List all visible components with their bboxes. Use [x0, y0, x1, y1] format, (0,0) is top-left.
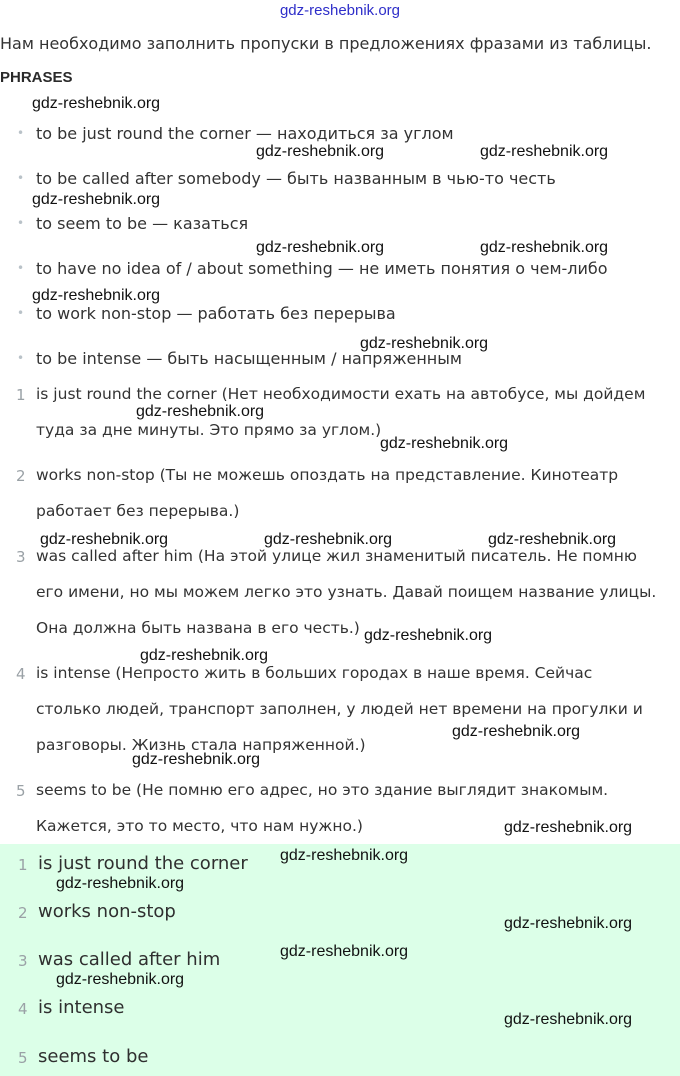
- answer-text: works non-stop: [38, 901, 176, 922]
- phrase-item: • to be intense — быть насыщенным / напряженным: [36, 349, 462, 368]
- explanation-number: 3: [16, 548, 26, 566]
- watermark: gdz-reshebnik.org: [480, 143, 609, 160]
- watermark: gdz-reshebnik.org: [32, 95, 161, 112]
- watermark: gdz-reshebnik.org: [280, 847, 409, 864]
- watermark: gdz-reshebnik.org: [32, 191, 161, 208]
- explanation-line: столько людей, транспорт заполнен, у людей нет времени на прогулки и: [36, 700, 643, 718]
- explanation-line: Кажется, это то место, что нам нужно.): [36, 817, 363, 835]
- watermark: gdz-reshebnik.org: [56, 971, 185, 988]
- phrase-item: • to be just round the corner — находиться за углом: [36, 124, 454, 143]
- top-watermark: gdz-reshebnik.org: [279, 2, 401, 19]
- watermark: gdz-reshebnik.org: [32, 287, 161, 304]
- answer-number: 5: [18, 1049, 28, 1067]
- explanation-line: is intense (Непросто жить в больших городах в наше время. Сейчас: [36, 664, 593, 682]
- explanation-number: 4: [16, 665, 26, 683]
- watermark: gdz-reshebnik.org: [452, 723, 581, 740]
- watermark: gdz-reshebnik.org: [360, 335, 489, 352]
- phrase-item: • to have no idea of / about something — не иметь понятия о чем-либо: [36, 259, 608, 278]
- explanation-line: разговоры. Жизнь стала напряженной.): [36, 736, 366, 754]
- watermark: gdz-reshebnik.org: [256, 239, 385, 256]
- watermark: gdz-reshebnik.org: [256, 143, 385, 160]
- explanation-number: 1: [16, 386, 26, 404]
- answer-text: is just round the corner: [38, 853, 248, 874]
- answer-number: 1: [18, 856, 28, 874]
- watermark: gdz-reshebnik.org: [136, 403, 265, 420]
- explanation-number: 2: [16, 467, 26, 485]
- phrase-item: • to seem to be — казаться: [36, 214, 248, 233]
- explanation-line: туда за дне минуты. Это прямо за углом.): [36, 421, 382, 439]
- explanation-line: seems to be (Не помню его адрес, но это здание выглядит знакомым.: [36, 781, 609, 799]
- watermark: gdz-reshebnik.org: [264, 531, 393, 548]
- answer-text: was called after him: [38, 949, 221, 970]
- explanation-line: is just round the corner (Нет необходимости ехать на автобусе, мы дойдем: [36, 385, 646, 403]
- watermark: gdz-reshebnik.org: [504, 1011, 633, 1028]
- explanation-line: его имени, но мы можем легко это узнать. Давай поищем название улицы.: [36, 583, 657, 601]
- watermark: gdz-reshebnik.org: [56, 875, 185, 892]
- watermark: gdz-reshebnik.org: [504, 819, 633, 836]
- watermark: gdz-reshebnik.org: [132, 751, 261, 768]
- watermark: gdz-reshebnik.org: [488, 531, 617, 548]
- watermark: gdz-reshebnik.org: [504, 915, 633, 932]
- explanation-line: работает без перерыва.): [36, 502, 240, 520]
- watermark: gdz-reshebnik.org: [380, 435, 509, 452]
- phrase-item: • to work non-stop — работать без перерыва: [36, 304, 396, 323]
- answer-text: is intense: [38, 997, 125, 1018]
- answer-number: 2: [18, 904, 28, 922]
- answer-number: 4: [18, 1000, 28, 1018]
- phrases-heading: PHRASES: [0, 69, 73, 86]
- explanation-line: Она должна быть названа в его честь.): [36, 619, 360, 637]
- watermark: gdz-reshebnik.org: [140, 647, 269, 664]
- answer-number: 3: [18, 952, 28, 970]
- answer-text: seems to be: [38, 1046, 149, 1067]
- explanation-line: was called after him (На этой улице жил знаменитый писатель. Не помню: [36, 547, 637, 565]
- watermark: gdz-reshebnik.org: [280, 943, 409, 960]
- phrase-item: • to be called after somebody — быть названным в чью-то честь: [36, 169, 556, 188]
- explanation-line: works non-stop (Ты не можешь опоздать на представление. Кинотеатр: [36, 466, 619, 484]
- watermark: gdz-reshebnik.org: [364, 627, 493, 644]
- intro-text: Нам необходимо заполнить пропуски в предложениях фразами из таблицы.: [0, 34, 652, 53]
- watermark: gdz-reshebnik.org: [480, 239, 609, 256]
- watermark: gdz-reshebnik.org: [40, 531, 169, 548]
- explanation-number: 5: [16, 782, 26, 800]
